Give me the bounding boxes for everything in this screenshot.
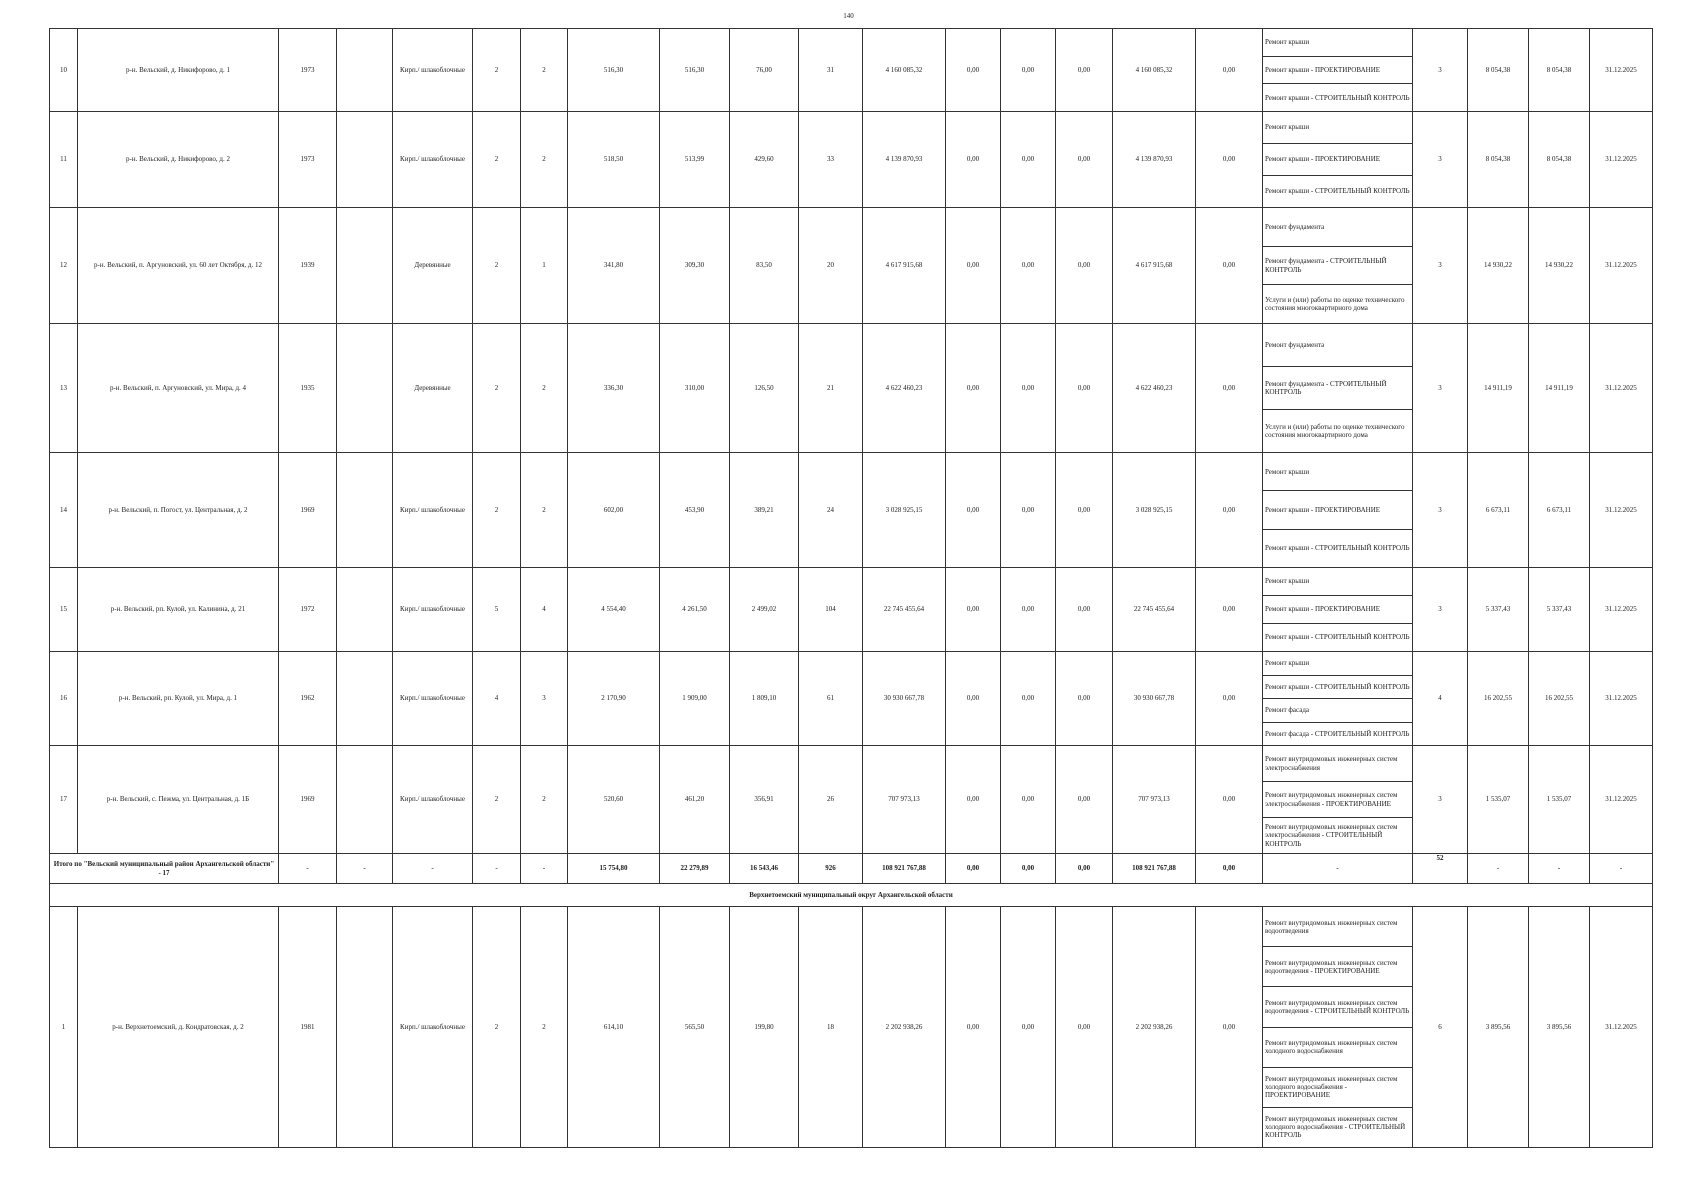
cell-cost-total: 30 930 667,78 — [863, 652, 946, 746]
cell-area-total: 520,60 — [568, 746, 660, 854]
cell-cost-subject: 0,00 — [1001, 652, 1056, 746]
cell-area-living: 1 909,00 — [660, 652, 730, 746]
cell-repair-year — [337, 746, 393, 854]
cell-works-count: 3 — [1413, 568, 1468, 652]
table-row — [50, 324, 1653, 453]
cell-cost-owners: 4 622 460,23 — [1113, 324, 1196, 453]
cell-deadline: 31.12.2025 — [1590, 324, 1653, 453]
cell-deadline: 31.12.2025 — [1590, 652, 1653, 746]
cell-year: 1969 — [279, 746, 337, 854]
cell-dash: - — [1263, 854, 1413, 884]
cell-repair-year — [337, 652, 393, 746]
cell-works-count: 3 — [1413, 29, 1468, 112]
cell-cost-fund: 0,00 — [946, 112, 1001, 208]
cell-cost-fund: 0,00 — [946, 854, 1001, 884]
cell-cost-local: 0,00 — [1056, 453, 1113, 568]
work-item: Ремонт фасада — [1263, 698, 1412, 722]
repair-program-table — [49, 28, 1653, 1148]
cell-floors: 4 — [473, 652, 521, 746]
cell-deadline: 31.12.2025 — [1590, 29, 1653, 112]
work-item: Ремонт крыши — [1265, 38, 1310, 47]
work-item: Ремонт внутридомовых инженерных систем холодного водоснабжения - ПРОЕКТИРОВАНИЕ — [1263, 1067, 1412, 1107]
cell-wall: Кирп./ шлакоблочные — [393, 568, 473, 652]
cell-unit-cost: 5 337,43 — [1468, 568, 1529, 652]
cell-unit-limit: 16 202,55 — [1529, 652, 1590, 746]
table-row — [50, 652, 1653, 746]
cell-area-total: 516,30 — [568, 29, 660, 112]
work-item: Ремонт крыши — [1265, 123, 1310, 132]
cell-dash: - — [1529, 854, 1590, 884]
cell-num: 15 — [50, 568, 78, 652]
cell-residents: 18 — [799, 907, 863, 1148]
cell-works-count: 52 — [1413, 854, 1468, 884]
cell-area-living: 310,00 — [660, 324, 730, 453]
work-item: Услуги и (или) работы по оценке технического состояния многоквартирного дома — [1263, 409, 1412, 452]
works-list — [1263, 29, 1413, 112]
cell-repair-year — [337, 29, 393, 112]
cell-num: 17 — [50, 746, 78, 854]
cell-cost-fund: 0,00 — [946, 746, 1001, 854]
cell-unit-limit: 14 930,22 — [1529, 208, 1590, 324]
cell-cost-total: 22 745 455,64 — [863, 568, 946, 652]
cell-deadline: 31.12.2025 — [1590, 568, 1653, 652]
cell-cost-local: 0,00 — [1056, 568, 1113, 652]
work-item: Услуги и (или) работы по оценке технического состояния многоквартирного дома — [1263, 284, 1412, 323]
cell-num: 12 — [50, 208, 78, 324]
cell-dash: - — [521, 854, 568, 884]
cell-cost-subject: 0,00 — [1001, 746, 1056, 854]
cell-unit-cost: 8 054,38 — [1468, 112, 1529, 208]
cell-residents: 20 — [799, 208, 863, 324]
cell-area-nonliving: 1 809,10 — [730, 652, 799, 746]
work-item: Ремонт крыши - ПРОЕКТИРОВАНИЕ — [1263, 490, 1412, 528]
cell-area-nonliving: 16 543,46 — [730, 854, 799, 884]
work-item: Ремонт крыши - СТРОИТЕЛЬНЫЙ КОНТРОЛЬ — [1263, 83, 1412, 111]
cell-works-count: 3 — [1413, 453, 1468, 568]
table-row — [50, 112, 1653, 208]
cell-cost-other: 0,00 — [1196, 907, 1263, 1148]
cell-cost-total: 4 160 085,32 — [863, 29, 946, 112]
cell-num: 13 — [50, 324, 78, 453]
cell-cost-fund: 0,00 — [946, 652, 1001, 746]
cell-addr: р-н. Вельский, д. Никифорово, д. 2 — [78, 112, 279, 208]
works-list — [1263, 112, 1413, 208]
work-item: Ремонт крыши — [1265, 659, 1310, 668]
cell-addr: р-н. Вельский, п. Аргуновский, ул. 60 лет Октября, д. 12 — [78, 208, 279, 324]
cell-area-living: 513,99 — [660, 112, 730, 208]
total-label: Итого по "Вельский муниципальный район Архангельской области" - 17 — [50, 854, 279, 884]
cell-deadline: 31.12.2025 — [1590, 907, 1653, 1148]
cell-addr: р-н. Вельский, с. Пежма, ул. Центральная, д. 1Б — [78, 746, 279, 854]
cell-residents: 104 — [799, 568, 863, 652]
cell-addr: р-н. Вельский, д. Никифорово, д. 1 — [78, 29, 279, 112]
work-item: Ремонт крыши - ПРОЕКТИРОВАНИЕ — [1263, 595, 1412, 623]
cell-area-total: 614,10 — [568, 907, 660, 1148]
cell-repair-year — [337, 453, 393, 568]
cell-cost-other: 0,00 — [1196, 208, 1263, 324]
cell-cost-local: 0,00 — [1056, 324, 1113, 453]
cell-dash: - — [473, 854, 521, 884]
cell-works-count: 6 — [1413, 907, 1468, 1148]
cell-unit-cost: 8 054,38 — [1468, 29, 1529, 112]
cell-works-count: 3 — [1413, 324, 1468, 453]
cell-area-total: 341,80 — [568, 208, 660, 324]
cell-area-living: 461,20 — [660, 746, 730, 854]
table-row — [50, 453, 1653, 568]
cell-area-living: 4 261,50 — [660, 568, 730, 652]
cell-cost-owners: 707 973,13 — [1113, 746, 1196, 854]
cell-floors: 5 — [473, 568, 521, 652]
cell-unit-cost: 16 202,55 — [1468, 652, 1529, 746]
cell-unit-limit: 8 054,38 — [1529, 112, 1590, 208]
cell-wall: Кирп./ шлакоблочные — [393, 746, 473, 854]
work-item: Ремонт внутридомовых инженерных систем электроснабжения - СТРОИТЕЛЬНЫЙ КОНТРОЛЬ — [1263, 817, 1412, 853]
cell-wall: Кирп./ шлакоблочные — [393, 652, 473, 746]
cell-cost-other: 0,00 — [1196, 854, 1263, 884]
total-row — [50, 854, 1653, 884]
cell-entrances: 1 — [521, 208, 568, 324]
cell-wall: Деревянные — [393, 208, 473, 324]
cell-repair-year — [337, 907, 393, 1148]
cell-cost-local: 0,00 — [1056, 652, 1113, 746]
cell-cost-owners: 4 617 915,68 — [1113, 208, 1196, 324]
cell-entrances: 3 — [521, 652, 568, 746]
cell-cost-other: 0,00 — [1196, 453, 1263, 568]
cell-area-nonliving: 199,80 — [730, 907, 799, 1148]
cell-cost-local: 0,00 — [1056, 29, 1113, 112]
cell-area-total: 4 554,40 — [568, 568, 660, 652]
cell-year: 1962 — [279, 652, 337, 746]
work-item: Ремонт крыши - СТРОИТЕЛЬНЫЙ КОНТРОЛЬ — [1263, 529, 1412, 567]
cell-num: 11 — [50, 112, 78, 208]
cell-area-nonliving: 429,60 — [730, 112, 799, 208]
work-item: Ремонт внутридомовых инженерных систем электроснабжения - ПРОЕКТИРОВАНИЕ — [1263, 781, 1412, 817]
cell-area-living: 309,30 — [660, 208, 730, 324]
cell-area-total: 336,30 — [568, 324, 660, 453]
cell-area-nonliving: 126,50 — [730, 324, 799, 453]
cell-area-total: 518,50 — [568, 112, 660, 208]
cell-area-nonliving: 389,21 — [730, 453, 799, 568]
cell-year: 1935 — [279, 324, 337, 453]
work-item: Ремонт фундамента - СТРОИТЕЛЬНЫЙ КОНТРОЛЬ — [1263, 366, 1412, 409]
cell-area-nonliving: 83,50 — [730, 208, 799, 324]
table-row — [50, 568, 1653, 652]
cell-deadline: 31.12.2025 — [1590, 112, 1653, 208]
cell-dash: - — [1590, 854, 1653, 884]
cell-cost-subject: 0,00 — [1001, 208, 1056, 324]
cell-addr: р-н. Вельский, рп. Кулой, ул. Калинина, д. 21 — [78, 568, 279, 652]
page-number: 140 — [843, 12, 854, 20]
cell-entrances: 2 — [521, 746, 568, 854]
work-item: Ремонт фундамента — [1265, 222, 1325, 231]
cell-cost-total: 4 622 460,23 — [863, 324, 946, 453]
cell-cost-fund: 0,00 — [946, 324, 1001, 453]
cell-cost-subject: 0,00 — [1001, 324, 1056, 453]
cell-cost-total: 707 973,13 — [863, 746, 946, 854]
cell-cost-fund: 0,00 — [946, 568, 1001, 652]
cell-unit-cost: 14 930,22 — [1468, 208, 1529, 324]
works-list — [1263, 652, 1413, 746]
cell-area-living: 453,90 — [660, 453, 730, 568]
cell-cost-subject: 0,00 — [1001, 854, 1056, 884]
cell-cost-other: 0,00 — [1196, 746, 1263, 854]
cell-year: 1973 — [279, 29, 337, 112]
cell-unit-limit: 5 337,43 — [1529, 568, 1590, 652]
cell-year: 1939 — [279, 208, 337, 324]
cell-residents: 926 — [799, 854, 863, 884]
cell-addr: р-н. Вельский, рп. Кулой, ул. Мира, д. 1 — [78, 652, 279, 746]
works-list — [1263, 324, 1413, 453]
cell-repair-year — [337, 112, 393, 208]
cell-area-total: 602,00 — [568, 453, 660, 568]
table-row — [50, 907, 1653, 1148]
cell-cost-owners: 108 921 767,88 — [1113, 854, 1196, 884]
cell-cost-other: 0,00 — [1196, 29, 1263, 112]
table-row — [50, 208, 1653, 324]
cell-floors: 2 — [473, 324, 521, 453]
cell-year: 1981 — [279, 907, 337, 1148]
cell-cost-owners: 4 139 870,93 — [1113, 112, 1196, 208]
cell-cost-local: 0,00 — [1056, 854, 1113, 884]
table-row — [50, 746, 1653, 854]
cell-residents: 26 — [799, 746, 863, 854]
work-item: Ремонт фасада - СТРОИТЕЛЬНЫЙ КОНТРОЛЬ — [1263, 722, 1412, 746]
cell-entrances: 2 — [521, 29, 568, 112]
section-title: Верхнетоемский муниципальный округ Архангельской области — [50, 884, 1653, 907]
cell-works-count: 4 — [1413, 652, 1468, 746]
cell-floors: 2 — [473, 907, 521, 1148]
cell-area-nonliving: 76,00 — [730, 29, 799, 112]
cell-unit-cost: 3 895,56 — [1468, 907, 1529, 1148]
cell-cost-total: 4 617 915,68 — [863, 208, 946, 324]
cell-cost-local: 0,00 — [1056, 746, 1113, 854]
work-item: Ремонт крыши - СТРОИТЕЛЬНЫЙ КОНТРОЛЬ — [1263, 675, 1412, 699]
cell-residents: 31 — [799, 29, 863, 112]
table-row — [50, 29, 1653, 112]
work-item: Ремонт фундамента — [1265, 340, 1325, 349]
work-item: Ремонт крыши - СТРОИТЕЛЬНЫЙ КОНТРОЛЬ — [1263, 175, 1412, 207]
cell-floors: 2 — [473, 208, 521, 324]
cell-cost-owners: 22 745 455,64 — [1113, 568, 1196, 652]
cell-cost-total: 108 921 767,88 — [863, 854, 946, 884]
works-list — [1263, 907, 1413, 1148]
cell-unit-limit: 8 054,38 — [1529, 29, 1590, 112]
cell-num: 14 — [50, 453, 78, 568]
cell-num: 16 — [50, 652, 78, 746]
cell-cost-local: 0,00 — [1056, 112, 1113, 208]
cell-cost-other: 0,00 — [1196, 324, 1263, 453]
cell-repair-year — [337, 208, 393, 324]
cell-area-living: 565,50 — [660, 907, 730, 1148]
cell-works-count: 3 — [1413, 746, 1468, 854]
cell-entrances: 2 — [521, 324, 568, 453]
cell-floors: 2 — [473, 112, 521, 208]
work-item: Ремонт крыши - СТРОИТЕЛЬНЫЙ КОНТРОЛЬ — [1263, 623, 1412, 651]
cell-dash: - — [1468, 854, 1529, 884]
cell-floors: 2 — [473, 746, 521, 854]
work-item: Ремонт крыши — [1265, 577, 1310, 586]
cell-cost-owners: 3 028 925,15 — [1113, 453, 1196, 568]
cell-addr: р-н. Верхнетоемский, д. Кондратовская, д. 2 — [78, 907, 279, 1148]
cell-area-total: 2 170,90 — [568, 652, 660, 746]
cell-deadline: 31.12.2025 — [1590, 746, 1653, 854]
work-item: Ремонт внутридомовых инженерных систем водоотведения - ПРОЕКТИРОВАНИЕ — [1263, 946, 1412, 986]
work-item: Ремонт крыши — [1265, 467, 1310, 476]
works-list — [1263, 453, 1413, 568]
section-row — [50, 884, 1653, 907]
cell-wall: Кирп./ шлакоблочные — [393, 907, 473, 1148]
cell-cost-total: 3 028 925,15 — [863, 453, 946, 568]
cell-unit-cost: 14 911,19 — [1468, 324, 1529, 453]
cell-cost-owners: 4 160 085,32 — [1113, 29, 1196, 112]
cell-cost-subject: 0,00 — [1001, 568, 1056, 652]
cell-works-count: 3 — [1413, 112, 1468, 208]
cell-cost-subject: 0,00 — [1001, 112, 1056, 208]
work-item: Ремонт крыши - ПРОЕКТИРОВАНИЕ — [1263, 56, 1412, 84]
cell-area-total: 15 754,80 — [568, 854, 660, 884]
cell-year: 1973 — [279, 112, 337, 208]
cell-num: 1 — [50, 907, 78, 1148]
cell-unit-cost: 6 673,11 — [1468, 453, 1529, 568]
cell-residents: 61 — [799, 652, 863, 746]
cell-cost-local: 0,00 — [1056, 208, 1113, 324]
cell-cost-other: 0,00 — [1196, 112, 1263, 208]
cell-cost-local: 0,00 — [1056, 907, 1113, 1148]
cell-repair-year — [337, 568, 393, 652]
cell-unit-limit: 3 895,56 — [1529, 907, 1590, 1148]
cell-cost-total: 4 139 870,93 — [863, 112, 946, 208]
cell-deadline: 31.12.2025 — [1590, 208, 1653, 324]
cell-residents: 24 — [799, 453, 863, 568]
cell-unit-limit: 6 673,11 — [1529, 453, 1590, 568]
work-item: Ремонт внутридомовых инженерных систем водоотведения - СТРОИТЕЛЬНЫЙ КОНТРОЛЬ — [1263, 986, 1412, 1026]
work-item: Ремонт внутридомовых инженерных систем холодного водоснабжения — [1263, 1027, 1412, 1067]
cell-entrances: 2 — [521, 112, 568, 208]
cell-residents: 21 — [799, 324, 863, 453]
cell-works-count: 3 — [1413, 208, 1468, 324]
cell-deadline: 31.12.2025 — [1590, 453, 1653, 568]
cell-floors: 2 — [473, 453, 521, 568]
cell-addr: р-н. Вельский, п. Аргуновский, ул. Мира, д. 4 — [78, 324, 279, 453]
cell-cost-fund: 0,00 — [946, 453, 1001, 568]
cell-cost-fund: 0,00 — [946, 208, 1001, 324]
work-item: Ремонт внутридомовых инженерных систем водоотведения — [1265, 918, 1398, 935]
cell-cost-fund: 0,00 — [946, 29, 1001, 112]
cell-area-nonliving: 2 499,02 — [730, 568, 799, 652]
cell-entrances: 2 — [521, 907, 568, 1148]
cell-cost-subject: 0,00 — [1001, 907, 1056, 1148]
cell-unit-cost: 1 535,07 — [1468, 746, 1529, 854]
cell-repair-year — [337, 324, 393, 453]
work-item: Ремонт внутридомовых инженерных систем холодного водоснабжения - СТРОИТЕЛЬНЫЙ КОНТРОЛЬ — [1263, 1107, 1412, 1147]
cell-cost-subject: 0,00 — [1001, 453, 1056, 568]
cell-residents: 33 — [799, 112, 863, 208]
cell-cost-other: 0,00 — [1196, 652, 1263, 746]
cell-cost-other: 0,00 — [1196, 568, 1263, 652]
works-list — [1263, 568, 1413, 652]
cell-wall: Кирп./ шлакоблочные — [393, 29, 473, 112]
cell-floors: 2 — [473, 29, 521, 112]
cell-num: 10 — [50, 29, 78, 112]
cell-unit-limit: 14 911,19 — [1529, 324, 1590, 453]
cell-cost-total: 2 202 938,26 — [863, 907, 946, 1148]
work-item: Ремонт внутридомовых инженерных систем электроснабжения — [1265, 755, 1398, 772]
cell-cost-owners: 30 930 667,78 — [1113, 652, 1196, 746]
cell-cost-owners: 2 202 938,26 — [1113, 907, 1196, 1148]
cell-dash: - — [279, 854, 337, 884]
cell-area-living: 516,30 — [660, 29, 730, 112]
cell-wall: Кирп./ шлакоблочные — [393, 453, 473, 568]
cell-area-living: 22 279,89 — [660, 854, 730, 884]
cell-cost-fund: 0,00 — [946, 907, 1001, 1148]
cell-unit-limit: 1 535,07 — [1529, 746, 1590, 854]
cell-dash: - — [337, 854, 393, 884]
works-list — [1263, 208, 1413, 324]
work-item: Ремонт крыши - ПРОЕКТИРОВАНИЕ — [1263, 143, 1412, 175]
cell-year: 1972 — [279, 568, 337, 652]
cell-area-nonliving: 356,91 — [730, 746, 799, 854]
cell-entrances: 2 — [521, 453, 568, 568]
cell-dash: - — [393, 854, 473, 884]
cell-wall: Деревянные — [393, 324, 473, 453]
cell-wall: Кирп./ шлакоблочные — [393, 112, 473, 208]
cell-cost-subject: 0,00 — [1001, 29, 1056, 112]
cell-year: 1969 — [279, 453, 337, 568]
cell-entrances: 4 — [521, 568, 568, 652]
cell-addr: р-н. Вельский, п. Погост, ул. Центральная, д. 2 — [78, 453, 279, 568]
works-list — [1263, 746, 1413, 854]
work-item: Ремонт фундамента - СТРОИТЕЛЬНЫЙ КОНТРОЛЬ — [1263, 246, 1412, 285]
